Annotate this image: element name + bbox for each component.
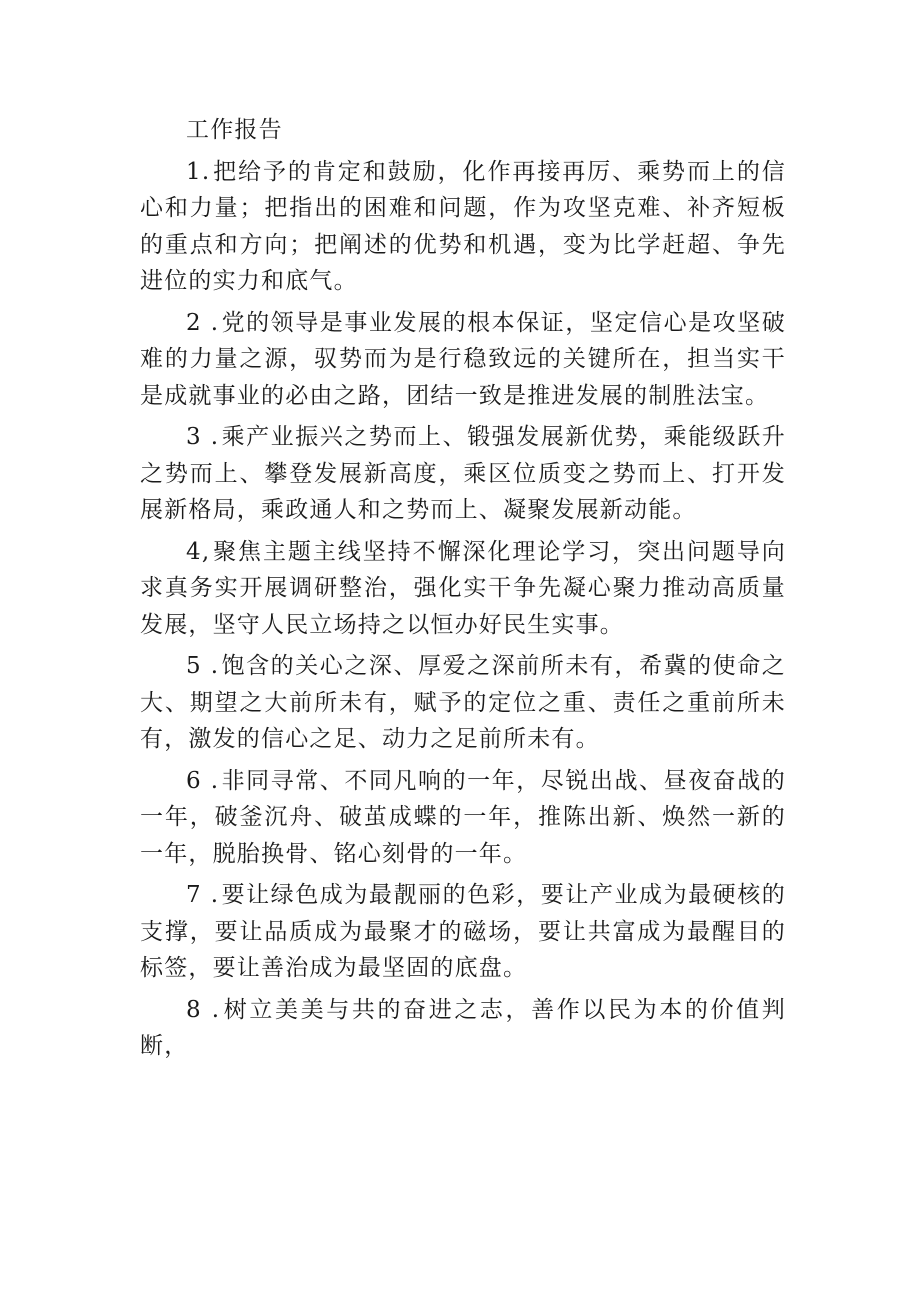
paragraph-8 — [140, 992, 786, 1065]
paragraph-2 — [140, 305, 786, 415]
paragraph-number: 3 . — [186, 424, 220, 450]
paragraph-number: 4, — [186, 538, 211, 565]
paragraph-number: 2 . — [186, 309, 220, 336]
paragraph-text: 树立美美与共的奋进之志，善作以民为本的价值判断， — [140, 996, 786, 1059]
paragraph-5 — [140, 648, 786, 758]
paragraph-text: 要让绿色成为最靓丽的色彩，要让产业成为最硬核的支撑，要让品质成为最聚才的磁场，要让共富成为最醒目的标签，要让善治成为最坚固的底盘。 — [140, 882, 786, 981]
paragraph-text: 饱含的关心之深、厚爱之深前所未有，希冀的使命之大、期望之大前所未有，赋予的定位之重、责任之重前所未有，激发的信心之足、动力之足前所未有。 — [140, 653, 786, 752]
paragraph-7 — [140, 877, 786, 987]
paragraph-text: 非同寻常、不同凡响的一年，尽锐出战、昼夜奋战的一年，破釜沉舟、破茧成蝶的一年，推陈出新、焕然一新的一年，脱胎换骨、铭心刻骨的一年。 — [140, 767, 786, 867]
paragraph-number: 7 . — [186, 882, 220, 908]
document-body — [140, 112, 786, 1070]
paragraph-6 — [140, 763, 786, 873]
paragraph-4 — [140, 534, 786, 644]
document-title: 工作报告 — [186, 117, 283, 143]
paragraph-text: 把给予的肯定和鼓励，化作再接再厉、乘势而上的信心和力量；把指出的困难和问题，作为攻坚克难、补齐短板的重点和方向；把阐述的优势和机遇，变为比学赶超、争先进位的实力和底气。 — [140, 158, 786, 294]
paragraph-text: 聚焦主题主线坚持不懈深化理论学习，突出问题导向求真务实开展调研整治，强化实干争先凝心聚力推动高质量发展，坚守人民立场持之以恒办好民生实事。 — [140, 538, 786, 638]
paragraph-3 — [140, 419, 786, 529]
paragraph-1 — [140, 154, 786, 300]
paragraph-number: 8 . — [186, 996, 221, 1023]
paragraph-number: 5 . — [186, 653, 220, 679]
paragraph-number: 1. — [186, 158, 211, 185]
paragraph-number: 6 . — [186, 767, 220, 794]
paragraph-text: 党的领导是事业发展的根本保证，坚定信心是攻坚破难的力量之源，驭势而为是行稳致远的关键所在，担当实干是成就事业的必由之路，团结一致是推进发展的制胜法宝。 — [140, 309, 786, 409]
paragraph-text: 乘产业振兴之势而上、锻强发展新优势，乘能级跃升之势而上、攀登发展新高度，乘区位质变之势而上、打开发展新格局，乘政通人和之势而上、凝聚发展新动能。 — [140, 424, 786, 523]
